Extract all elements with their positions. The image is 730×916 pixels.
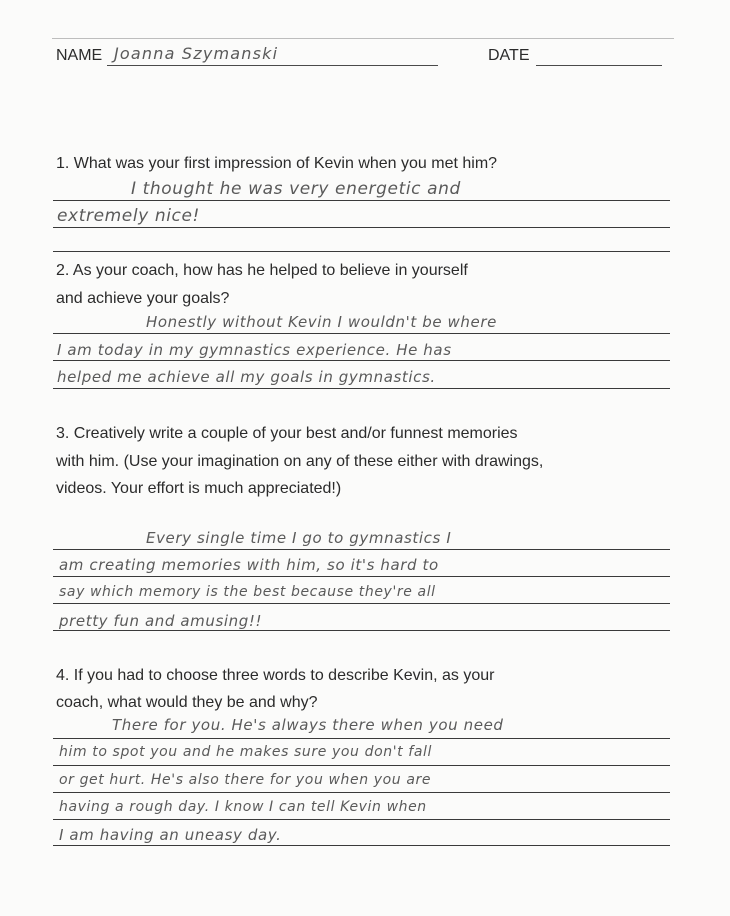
- name-underline: [107, 65, 438, 66]
- date-underline: [536, 65, 662, 66]
- writing-line: [53, 388, 670, 389]
- answer-2-line-1: Honestly without Kevin I wouldn't be where: [146, 313, 497, 331]
- question-4-line-1: 4. If you had to choose three words to describe Kevin, as your: [56, 667, 495, 684]
- top-rule: [52, 38, 674, 39]
- question-4-line-2: coach, what would they be and why?: [56, 694, 318, 711]
- writing-line: [53, 819, 670, 820]
- answer-3-line-1: Every single time I go to gymnastics I: [146, 529, 452, 547]
- writing-line: [53, 333, 670, 334]
- answer-2-line-3: helped me achieve all my goals in gymnastics.: [57, 368, 436, 386]
- answer-1-line-2: extremely nice!: [57, 206, 200, 226]
- writing-line: [53, 738, 670, 739]
- writing-line: [53, 630, 670, 631]
- writing-line: [53, 200, 670, 201]
- writing-line: [53, 549, 670, 550]
- answer-4-line-1: There for you. He's always there when you need: [112, 716, 504, 734]
- writing-line: [53, 227, 670, 228]
- answer-4-line-4: having a rough day. I know I can tell Kevin when: [59, 799, 427, 815]
- writing-line: [53, 576, 670, 577]
- date-label: DATE: [488, 47, 530, 64]
- writing-line: [53, 845, 670, 846]
- answer-3-line-4: pretty fun and amusing!!: [59, 612, 263, 630]
- answer-3-line-3: say which memory is the best because they're all: [59, 584, 436, 600]
- question-1-line-1: 1. What was your first impression of Kevin when you met him?: [56, 155, 498, 172]
- question-3-line-2: with him. (Use your imagination on any of these either with drawings,: [56, 453, 544, 470]
- writing-line: [53, 603, 670, 604]
- writing-line: [53, 251, 670, 252]
- question-3-line-1: 3. Creatively write a couple of your best and/or funnest memories: [56, 425, 518, 442]
- answer-1-line-1: I thought he was very energetic and: [131, 179, 461, 199]
- answer-4-line-3: or get hurt. He's also there for you when you are: [59, 772, 432, 788]
- writing-line: [53, 765, 670, 766]
- question-2-line-2: and achieve your goals?: [56, 290, 230, 307]
- question-3-line-3: videos. Your effort is much appreciated!): [56, 480, 342, 497]
- answer-4-line-5: I am having an uneasy day.: [59, 826, 282, 844]
- name-value: Joanna Szymanski: [114, 44, 279, 63]
- question-2-line-1: 2. As your coach, how has he helped to believe in yourself: [56, 262, 468, 279]
- answer-4-line-2: him to spot you and he makes sure you don't fall: [59, 744, 432, 760]
- writing-line: [53, 360, 670, 361]
- answer-3-line-2: am creating memories with him, so it's hard to: [59, 556, 439, 574]
- writing-line: [53, 792, 670, 793]
- name-label: NAME: [56, 47, 103, 64]
- answer-2-line-2: I am today in my gymnastics experience. He has: [57, 341, 452, 359]
